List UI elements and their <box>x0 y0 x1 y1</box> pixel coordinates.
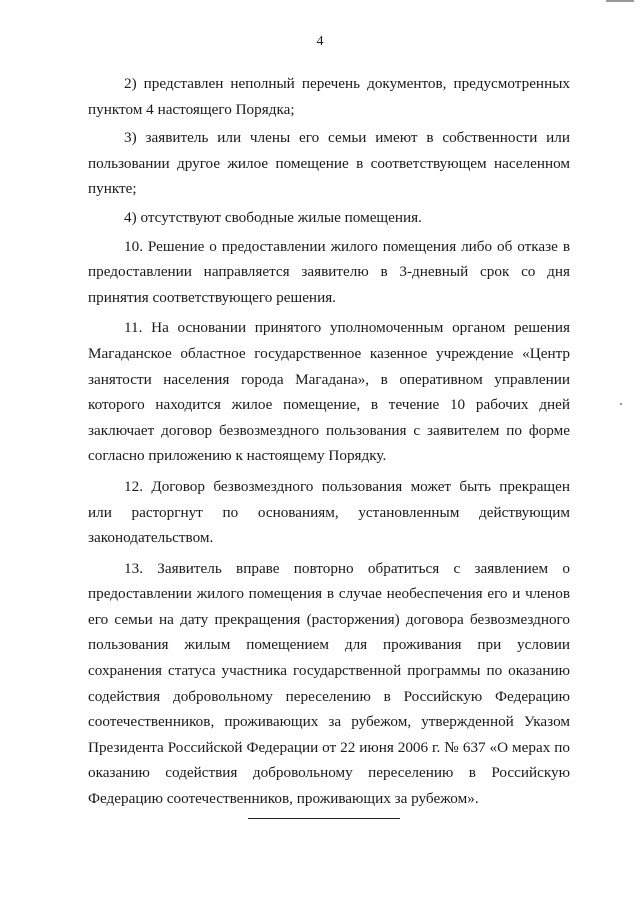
document-body <box>88 71 570 817</box>
list-item-incomplete-documents: 2) представлен неполный перечень документов, предусмотренных пунктом 4 настоящего Порядка; <box>88 75 570 118</box>
closing-rule <box>248 818 400 819</box>
list-item-other-housing: 3) заявитель или члены его семьи имеют в собственности или пользовании другое жилое помещение в соответствующем населенном пункте; <box>88 129 570 198</box>
clause-11-paragraph: 11. На основании принятого уполномоченным органом решения Магаданское областное государственное казенное учреждение «Центр занятости населения города Магадана», в оперативном управлении которого находится жилое помещение, в течение 10 рабочих дней заключает договор безвозмездного пользования с заявителем по форме согласно приложению к настоящему Порядку. <box>88 319 570 465</box>
list-item-no-vacancies: 4) отсутствуют свободные жилые помещения. <box>124 208 422 226</box>
page-number: 4 <box>316 34 324 49</box>
clause-13-paragraph: 13. Заявитель вправе повторно обратиться с заявлением о предоставлении жилого помещения в случае необеспечения его и членов его семьи на дату прекращения (расторжения) договора безвозмездного пользования жилым помещением для проживания при условии сохранения статуса участника государственной программы по оказанию содействия добровольному переселению в Российскую Федерацию соотечественников, проживающих за рубежом, утвержденной Указом Президента Российской Федерации от 22 июня 2006 г. № 637 «О мерах по оказанию содействия добровольному переселению в Российскую Федерацию соотечественников, проживающих за рубежом». <box>88 559 570 808</box>
clause-12-paragraph: 12. Договор безвозмездного пользования может быть прекращен или расторгнут по основаниям, установленным действующим законодательством. <box>88 477 570 547</box>
scan-speck <box>620 403 622 405</box>
clause-10-paragraph: 10. Решение о предоставлении жилого помещения либо об отказе в предоставлении направляется заявителю в 3-дневный срок со дня принятия соответствующего решения. <box>88 237 570 306</box>
scan-corner-mark <box>606 0 634 8</box>
